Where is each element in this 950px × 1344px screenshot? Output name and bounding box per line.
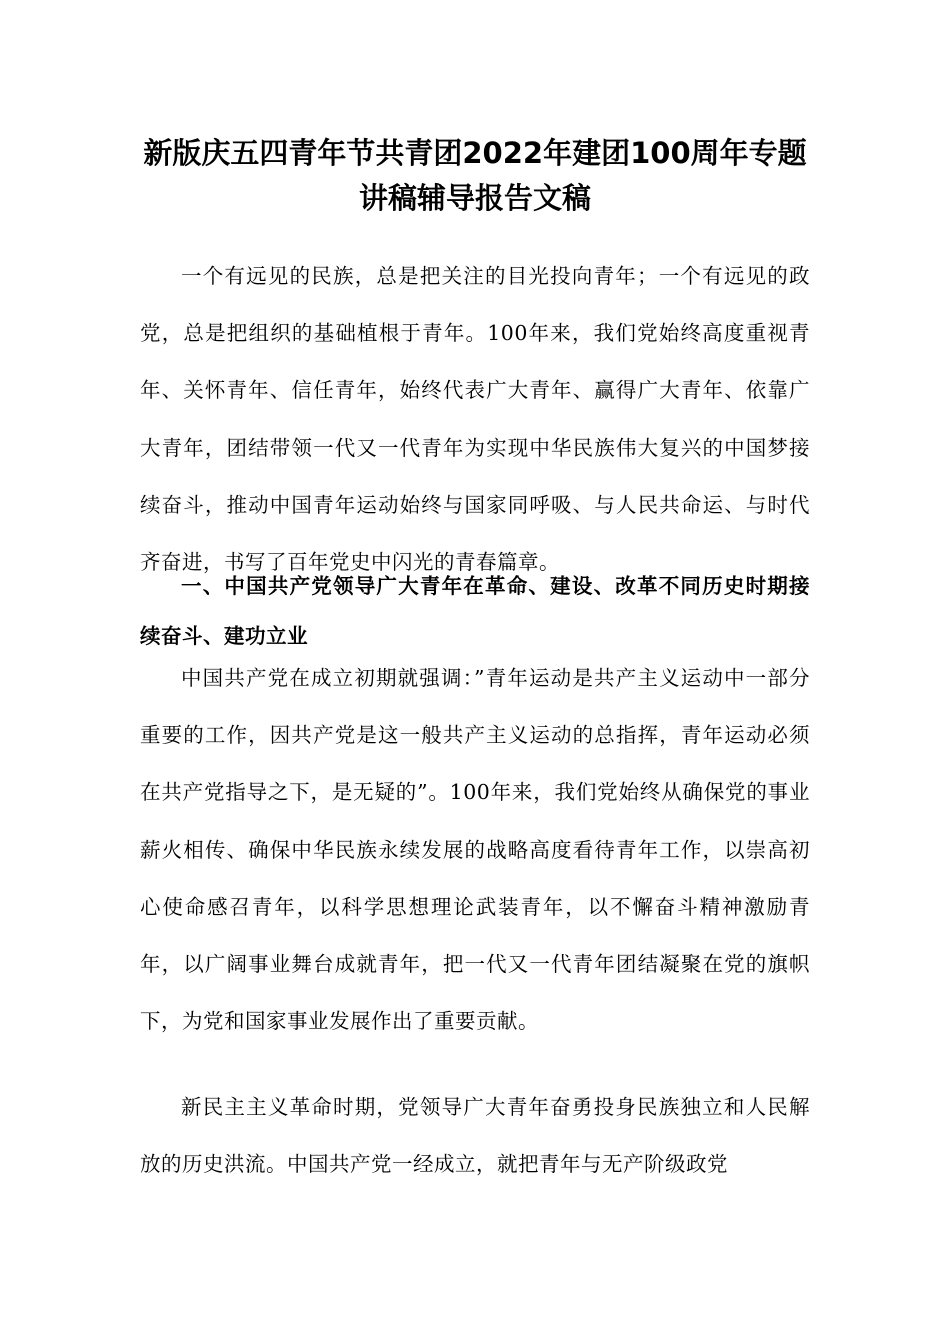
intro-paragraph: 一个有远见的民族，总是把关注的目光投向青年；一个有远见的政党，总是把组织的基础植根于青年。100年来，我们党始终高度重视青年、关怀青年、信任青年，始终代表广大青年、赢得广大青年、依靠广大青年，团结带领一代又一代青年为实现中华民族伟大复兴的中国梦接续奋斗，推动中国青年运动始终与国家同呼吸、与人民共命运、与时代齐奋进，书写了百年党史中闪光的青春篇章。 <box>140 264 810 575</box>
document-title-line-2: 讲稿辅导报告文稿 <box>358 181 591 215</box>
document-title-line-1: 新版庆五四青年节共青团2022年建团100周年专题 <box>143 136 807 170</box>
section-1-paragraph-1: 中国共产党在成立初期就强调：”青年运动是共产主义运动中一部分重要的工作，因共产党是这一般共产主义运动的总指挥，青年运动必须在共产党指导之下，是无疑的”。100年来，我们党始终从确保党的事业薪火相传、确保中华民族永续发展的战略高度看待青年工作，以崇高初心使命感召青年，以科学思想理论武装青年，以不懈奋斗精神激励青年，以广阔事业舞台成就青年，把一代又一代青年团结凝聚在党的旗帜下，为党和国家事业发展作出了重要贡献。 <box>140 666 810 1034</box>
section-1-paragraph-2: 新民主主义革命时期，党领导广大青年奋勇投身民族独立和人民解放的历史洪流。中国共产党一经成立，就把青年与无产阶级政党 <box>140 1095 810 1177</box>
section-1-heading: 一、中国共产党领导广大青年在革命、建设、改革不同历史时期接续奋斗、建功立业 <box>140 574 810 648</box>
